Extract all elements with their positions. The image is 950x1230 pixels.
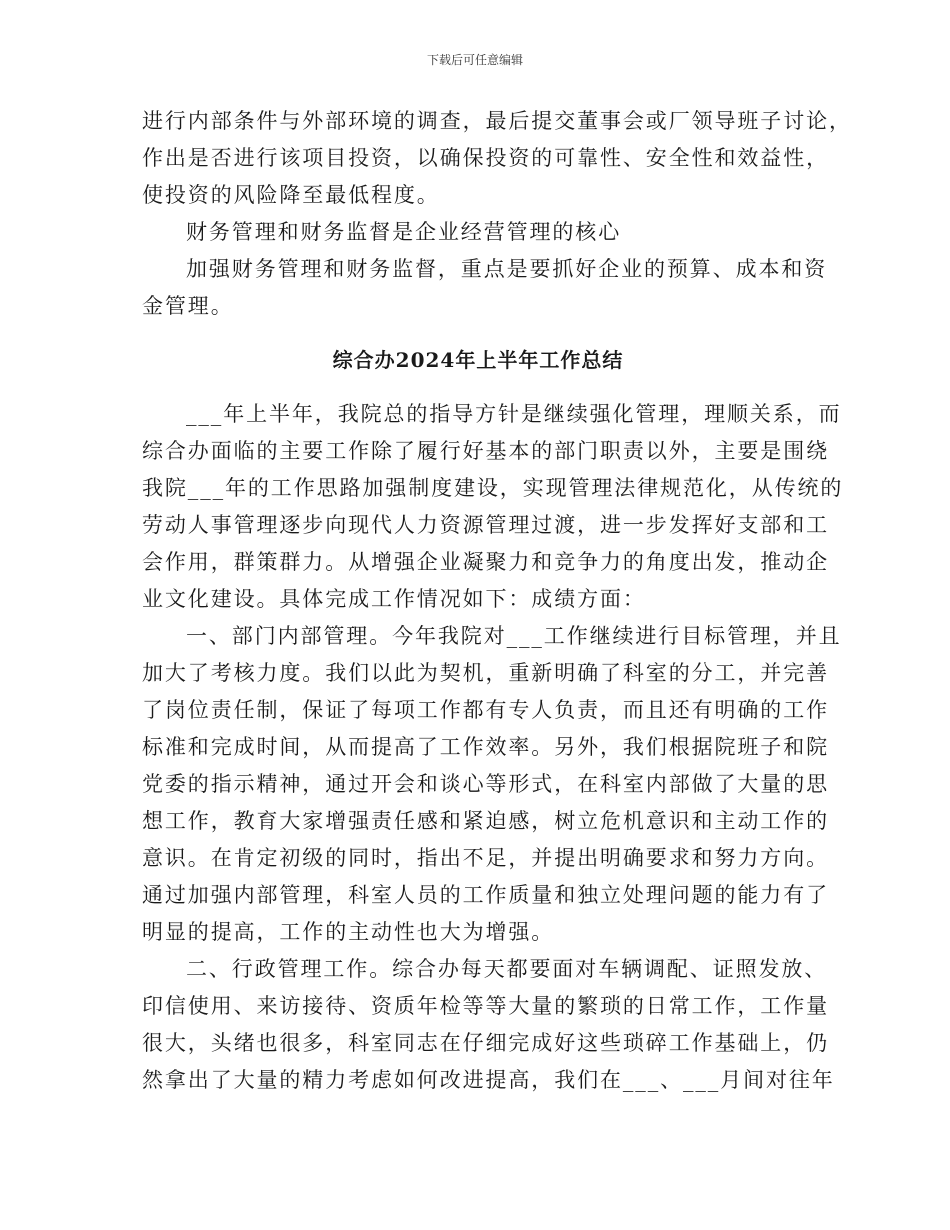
paragraph-line: 党委的指示精神，通过开会和谈心等形式，在科室内部做了大量的思: [142, 772, 829, 796]
finance-line: 加强财务管理和财务监督，重点是要抓好企业的预算、成本和资: [186, 257, 828, 281]
paragraph-line: 会作用，群策群力。从增强企业凝聚力和竞争力的角度出发，推动企: [142, 550, 829, 574]
intro-line: 作出是否进行该项目投资，以确保投资的可靠性、安全性和效益性，: [142, 146, 829, 170]
paragraph-line: 综合办面临的主要工作除了履行好基本的部门职责以外，主要是围绕: [142, 439, 829, 463]
intro-line: 进行内部条件与外部环境的调查，最后提交董事会或厂领导班子讨论，: [142, 109, 852, 133]
paragraph-line: 明显的提高，工作的主动性也大为增强。: [142, 920, 555, 944]
paragraph-line: 一、部门内部管理。今年我院对___工作继续进行目标管理，并且: [186, 624, 842, 648]
paragraph-line: 二、行政管理工作。综合办每天都要面对车辆调配、证照发放、: [186, 957, 828, 981]
intro-line: 使投资的风险降至最低程度。: [142, 183, 440, 207]
document-body: [142, 103, 852, 1099]
paragraph-line: 想工作，教育大家增强责任感和紧迫感，树立危机意识和主动工作的: [142, 809, 829, 833]
paragraph-line: ___年上半年，我院总的指导方针是继续强化管理，理顺关系，而: [186, 402, 842, 426]
paragraph-line: 了岗位责任制，保证了每项工作都有专人负责，而且还有明确的工作: [142, 698, 829, 722]
paragraph-line: 我院___年的工作思路加强制度建设，实现管理法律规范化，从传统的: [142, 476, 844, 500]
paragraph-line: 通过加强内部管理，科室人员的工作质量和独立处理问题的能力有了: [142, 883, 829, 907]
paragraph-line: 业文化建设。具体完成工作情况如下：成绩方面：: [142, 587, 646, 611]
page-header: 下载后可任意编辑: [426, 53, 523, 67]
section-heading: 财务管理和财务监督是企业经营管理的核心: [186, 220, 622, 244]
paragraph-line: 标准和完成时间，从而提高了工作效率。另外，我们根据院班子和院: [142, 735, 829, 759]
paragraph-line: 印信使用、来访接待、资质年检等等大量的繁琐的日常工作，工作量: [142, 994, 829, 1018]
paragraph-line: 很大，头绪也很多，科室同志在仔细完成好这些琐碎工作基础上，仍: [142, 1031, 829, 1055]
document-title: 综合办2024年上半年工作总结: [332, 348, 624, 372]
paragraph-line: 劳动人事管理逐步向现代人力资源管理过渡，进一步发挥好支部和工: [142, 513, 829, 537]
paragraph-line: 意识。在肯定初级的同时，指出不足，并提出明确要求和努力方向。: [142, 846, 829, 870]
paragraph-line: 然拿出了大量的精力考虑如何改进提高，我们在___、___月间对往年: [142, 1068, 835, 1092]
finance-line: 金管理。: [142, 294, 234, 318]
paragraph-line: 加大了考核力度。我们以此为契机，重新明确了科室的分工，并完善: [142, 661, 829, 685]
